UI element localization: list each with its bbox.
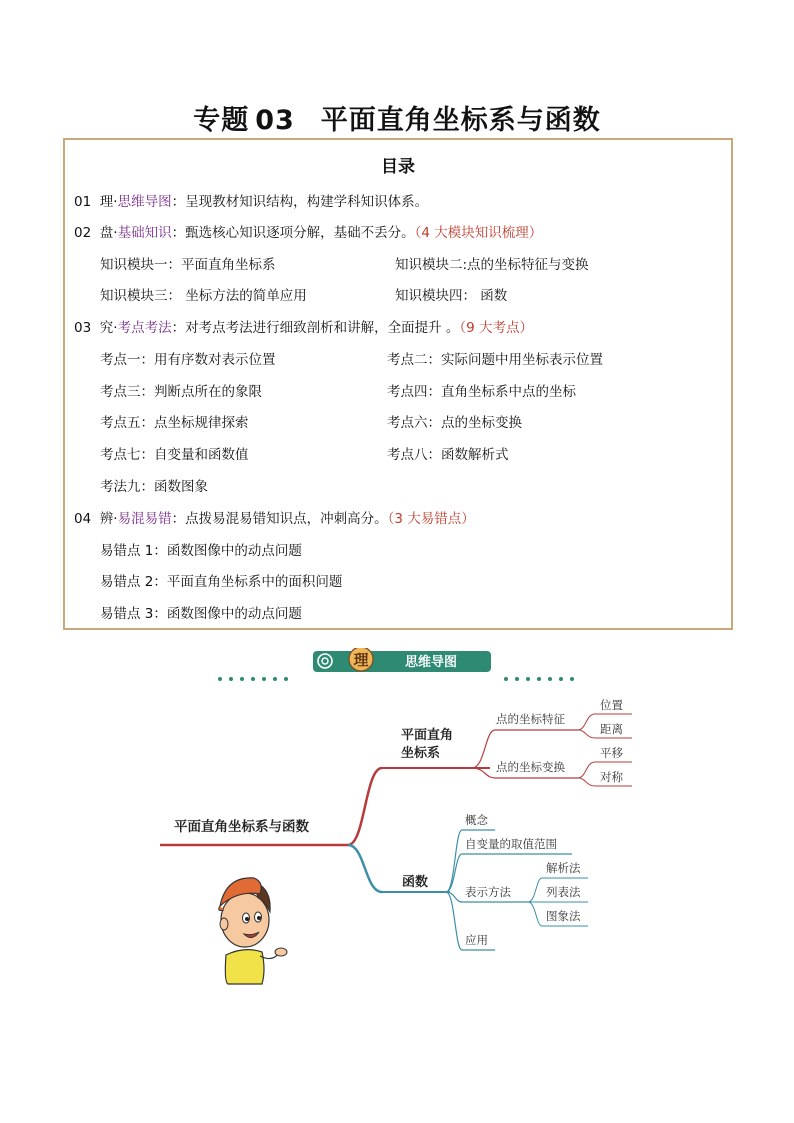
section-banner: [313, 648, 491, 672]
kaodian-item[interactable]: 考点二：实际问题中用坐标表示位置: [387, 352, 603, 368]
toc-section-03[interactable]: 03 究·考点考法：对考点考法进行细致剖析和讲解，全面提升 。（9 大考点）: [74, 320, 534, 336]
toc-section-02[interactable]: 02 盘·基础知识：甄选核心知识逐项分解，基础不丢分。（4 大模块知识梳理）: [74, 225, 543, 241]
section-label: 易混易错: [117, 511, 172, 527]
mindmap-leaf-graph: 图象法: [546, 909, 581, 923]
banner-dots-right: [504, 666, 581, 670]
mindmap-leaf-table: 列表法: [546, 885, 581, 899]
mindmap-leaf-dist: 距离: [600, 722, 623, 736]
page-title: [0, 98, 794, 137]
kaodian-item[interactable]: 考法九：函数图象: [100, 479, 208, 495]
toc-heading: 目录: [381, 157, 415, 177]
cartoon-boy-illustration: [212, 870, 292, 985]
mindmap-leaf-pos: 位置: [600, 698, 623, 712]
title-number: 03: [255, 105, 295, 136]
banner-bg: [313, 651, 491, 672]
banner-label: 思维导图: [404, 655, 458, 670]
banner-dots-left: [218, 666, 295, 670]
section-note: （3 大易错点）: [387, 511, 475, 527]
kaodian-item[interactable]: 考点三：判断点所在的象限: [100, 384, 262, 400]
module-item[interactable]: 知识模块四： 函数: [395, 288, 508, 304]
kaodian-item[interactable]: 考点五：点坐标规律探索: [100, 415, 249, 431]
kaodian-item[interactable]: 考点八：函数解析式: [387, 447, 509, 463]
kaodian-item[interactable]: 考点四：直角坐标系中点的坐标: [387, 384, 576, 400]
error-item[interactable]: 易错点 1：函数图像中的动点问题: [100, 543, 302, 559]
section-note: （9 大考点）: [459, 320, 534, 336]
title-subject: 平面直角坐标系与函数: [320, 105, 601, 136]
banner-badge: 理: [353, 651, 369, 669]
mindmap-node-domain: 自变量的取值范围: [465, 837, 557, 851]
kaodian-item[interactable]: 考点六：点的坐标变换: [387, 415, 522, 431]
branch-line-coord: [348, 768, 382, 845]
mindmap-branch-func: 函数: [402, 875, 429, 890]
toc-section-04[interactable]: 04 辨·易混易错：点拨易混易错知识点，冲刺高分。（3 大易错点）: [74, 511, 475, 527]
section-note: （4 大模块知识梳理）: [414, 225, 543, 241]
mindmap-branch-coord: 平面直角: [401, 728, 454, 743]
module-item[interactable]: 知识模块二:点的坐标特征与变换: [395, 257, 589, 273]
section-label: 基础知识: [117, 225, 172, 241]
mindmap-root: 平面直角坐标系与函数: [174, 819, 309, 835]
mindmap-node-concept: 概念: [465, 813, 488, 827]
error-item[interactable]: 易错点 2：平面直角坐标系中的面积问题: [100, 574, 343, 590]
toc-box: [63, 138, 733, 630]
mindmap-node-feature: 点的坐标特征: [496, 712, 565, 726]
kaodian-item[interactable]: 考点七：自变量和函数值: [100, 447, 249, 463]
section-label: 思维导图: [117, 194, 172, 210]
mindmap-leaf-sym: 对称: [600, 770, 623, 784]
branch-line-func: [348, 845, 382, 892]
title-main: 专题: [193, 105, 250, 136]
mindmap-leaf-analytic: 解析法: [546, 861, 581, 875]
section-label: 考点考法: [117, 320, 172, 336]
kaodian-item[interactable]: 考点一：用有序数对表示位置: [100, 352, 276, 368]
error-item[interactable]: 易错点 3：函数图像中的动点问题: [100, 606, 302, 622]
mindmap-node-repr: 表示方法: [465, 885, 511, 899]
toc-section-01[interactable]: 01 理·思维导图：呈现教材知识结构，构建学科知识体系。: [74, 194, 429, 210]
module-item[interactable]: 知识模块一：平面直角坐标系: [100, 257, 276, 273]
mindmap-node-apply: 应用: [465, 933, 488, 947]
mindmap-leaf-shift: 平移: [600, 746, 623, 760]
mindmap-branch-coord-2: 坐标系: [401, 746, 441, 761]
module-item[interactable]: 知识模块三： 坐标方法的简单应用: [100, 288, 307, 304]
mindmap-node-transform: 点的坐标变换: [496, 760, 565, 774]
